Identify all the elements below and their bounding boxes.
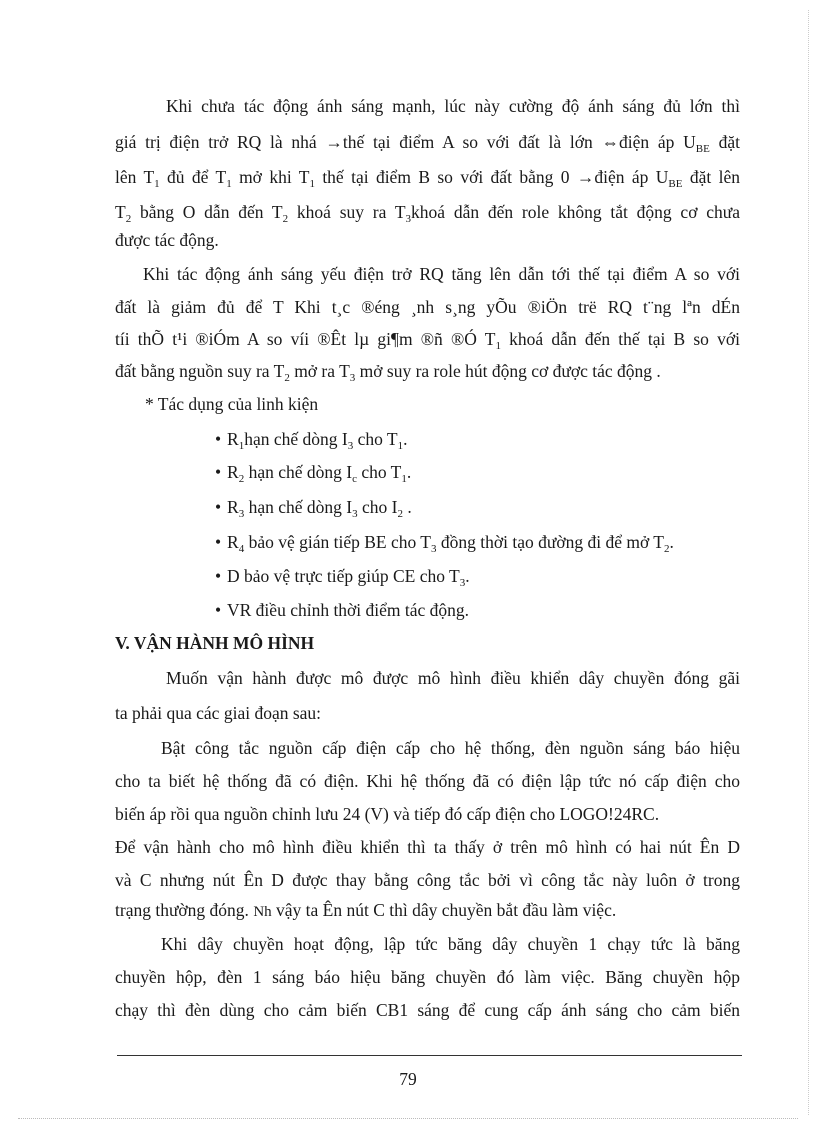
page-border-bottom bbox=[18, 1118, 798, 1119]
bullet-dot-icon: • bbox=[215, 532, 222, 552]
paragraph-2-line-2: đất là giảm đủ để T Khi t¸c ®éng ¸nh s¸ng yÕu ®iÖn trë RQ t¨ng lªn dÉn bbox=[115, 297, 740, 317]
paragraph-4-line-6: trạng thường đóng. Nh vậy ta Ên nút C thì dây chuyền bắt đầu làm việc. bbox=[115, 900, 617, 920]
page-border-right bbox=[808, 10, 809, 1115]
bullet-item: • $R_1hạn$ chế dòng $I_3$ cho $T_1$. bbox=[215, 429, 408, 452]
paragraph-1-line-5: được tác động. bbox=[115, 230, 219, 250]
bullet-dot-icon: • bbox=[215, 600, 222, 620]
bullet-item: • $R_4$ bảo vệ gián tiếp BE cho $T_3$ đồng thời tạo đường đi để mở $T_2$. bbox=[215, 532, 674, 555]
bullet-item: • $R_3$ hạn chế dòng $I_3$ cho $I_2$ . bbox=[215, 497, 412, 520]
page-number: 79 bbox=[399, 1069, 417, 1089]
bullet-dot-icon: • bbox=[215, 566, 222, 586]
paragraph-5-line-1: Khi dây chuyền hoạt động, lập tức băng dây chuyền 1 chạy tức là băng bbox=[161, 934, 740, 954]
bullet-item: • $R_2$ hạn chế dòng $I_c$ cho $T_1$. bbox=[215, 462, 412, 485]
paragraph-3-line-2: ta phải qua các giai đoạn sau: bbox=[115, 703, 322, 723]
paragraph-5-line-2: chuyền hộp, đèn 1 sáng báo hiệu băng chuyền đó làm việc. Băng chuyền hộp bbox=[115, 967, 740, 987]
paragraph-1-line-2: giá trị điện trở RQ là nhá →thế tại điểm A so với đất là lớn ⇔điện áp $U_{BE}$ đặt bbox=[115, 132, 740, 155]
paragraph-1-line-4: $T_2$ bằng O dẫn đến $T_2$ khoá suy ra $T_3khoá$ dẫn đến role không tắt động cơ chưa bbox=[115, 202, 740, 225]
paragraph-2-line-1: Khi tác động ánh sáng yếu điện trở RQ tăng lên dẫn tới thế tại điểm A so với bbox=[143, 264, 740, 284]
components-title: * Tác dụng của linh kiện bbox=[145, 394, 319, 414]
bullet-item: • D bảo vệ trực tiếp giúp CE cho $T_3$. bbox=[215, 566, 470, 589]
bullet-dot-icon: • bbox=[215, 497, 222, 517]
section-heading: V. VẬN HÀNH MÔ HÌNH bbox=[115, 633, 315, 653]
paragraph-2-line-3: tíi thÕ t¹i ®iÓm A so víi ®Êt lµ gi¶m ®ñ ®Ó $T_1$ khoá dẫn đến thế tại B so với bbox=[115, 329, 740, 352]
paragraph-4-line-2: cho ta biết hệ thống đã có điện. Khi hệ thống đã có điện lập tức nó cấp điện cho bbox=[115, 771, 740, 791]
paragraph-2-line-4: đất bằng nguồn suy ra $T_2$ mở ra $T_3$ mở suy ra role hút động cơ được tác động . bbox=[115, 361, 661, 384]
paragraph-1-line-1: Khi chưa tác động ánh sáng mạnh, lúc này cường độ ánh sáng đủ lớn thì bbox=[166, 96, 740, 116]
paragraph-5-line-3: chạy thì đèn dùng cho cảm biến CB1 sáng để cung cấp ánh sáng cho cảm biến bbox=[115, 1000, 740, 1020]
bullet-item: • VR điều chỉnh thời điểm tác động. bbox=[215, 600, 470, 620]
paragraph-3-line-1: Muốn vận hành được mô được mô hình điều khiển dây chuyền đóng gãi bbox=[166, 668, 740, 688]
paragraph-4-line-5: và C nhưng nút Ên D được thay bằng công tắc bởi vì công tắc này luôn ở trong bbox=[115, 870, 740, 890]
footer-rule bbox=[117, 1055, 742, 1056]
paragraph-4-line-4: Để vận hành cho mô hình điều khiển thì ta thấy ở trên mô hình có hai nút Ên D bbox=[115, 837, 740, 857]
paragraph-1-line-3: lên $T_1$ đủ để $T_1$ mở khi $T_1$ thế tại điểm B so với đất bằng 0 →điện áp $U_{BE}$ đặt lên bbox=[115, 167, 740, 190]
bullet-dot-icon: • bbox=[215, 429, 222, 449]
paragraph-4-line-1: Bật công tắc nguồn cấp điện cấp cho hệ thống, đèn nguồn sáng báo hiệu bbox=[161, 738, 740, 758]
paragraph-4-line-3: biến áp rồi qua nguồn chỉnh lưu 24 (V) và tiếp đó cấp điện cho LOGO!24RC. bbox=[115, 804, 660, 824]
bullet-dot-icon: • bbox=[215, 462, 222, 482]
